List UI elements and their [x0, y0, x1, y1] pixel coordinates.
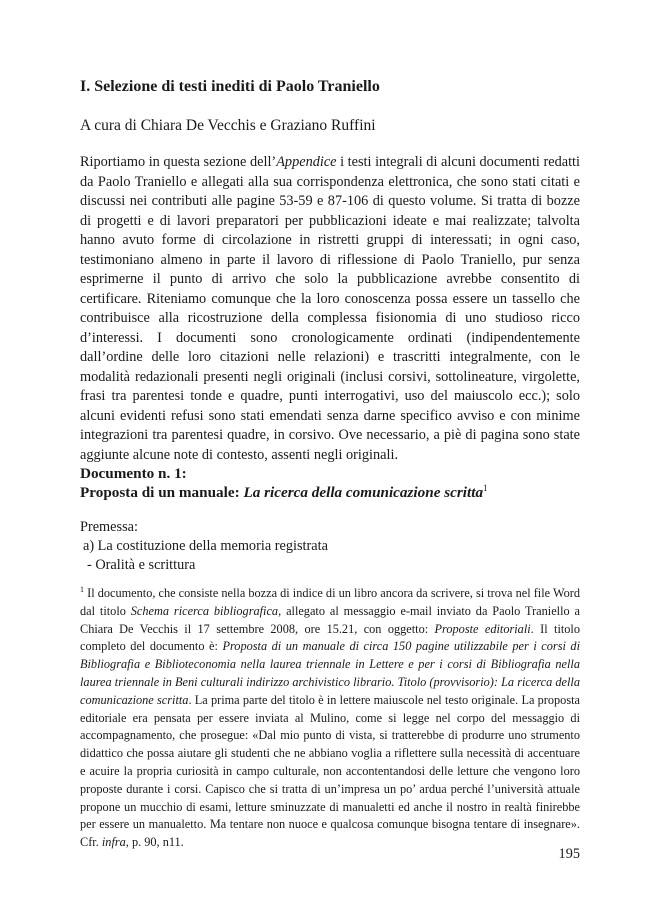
document-number: Documento n. 1:	[80, 465, 187, 482]
intro-text-rest: i testi integrali di alcuni documenti redatti da Paolo Traniello e allegati alla sua corrispondenza elettronica, che sono stati citati e discussi nei contributi alle pagine 53-59 e 87-106 di questo volume. Si tratta di bozze di progetti e di lavori preparatori per pubblicazioni ideate e mai realizzate; talvolta hanno avuto forme di circolazione in ristretti gruppi di interessati; in ogni caso, testimoniano almeno in parte il lavoro di riflessione di Paolo Traniello, pur senza esprimerne il punto di arrivo che solo la pubblicazione avrebbe consentito di certificare. Riteniamo comunque che la loro conoscenza possa essere un tassello che contribuisce alla ricostruzione della complessa fisionomia di uno studioso ricco d’interessi. I documenti sono cronologicamente ordinati (indipendentemente dall’ordine delle loro citazioni nelle relazioni) e trascritti integralmente, con le modalità redazionali presenti negli originali (inclusi corsivi, sottolineature, virgolette, frasi tra parentesi tonde e quadre, punti interrogativi, uso del maiuscolo ecc.); solo alcuni evidenti refusi sono stati emendati senza darne specifico avviso e con minime integrazioni tra parentesi quadre, in corsivo. Ove necessario, a piè di pagina sono state aggiunte alcune note di contesto, assenti negli originali.	[80, 154, 580, 463]
document-page	[80, 0, 580, 918]
footnote-text-5: , p. 90, n11.	[125, 835, 184, 850]
footnote	[80, 585, 580, 852]
intro-text-start: Riportiamo in questa sezione dell’	[80, 154, 277, 170]
outline-subitem: - Oralità e scrittura	[87, 557, 196, 573]
footnote-text-4: . La prima parte del titolo è in lettere maiuscole nel testo originale. La proposta editoriale era pensata per essere inviata al Mulino, come si legge nel corpo del messaggio di accompagnamento, che prosegue: «Dal mio punto di vista, si tratterebbe di produrre uno strumento didattico che possa aiutare gli studenti che ne abbiano voglia a riflettere sulla necessità di accentuare e acuire la propria curiosità in campo culturale, non accontentandosi delle letture che vengono loro proposte durante i corsi. Capisco che si tratta di un’impresa un po’ ardua perché l’università attuale propone un mucchio di esami, letture sminuzzate di manualetti ed anche il nostro in realtà finirebbe per essere un manualetto. Ma tentare non nuoce e qualcosa comunque bisogna tentare di insegnare». Cfr.	[80, 692, 580, 850]
footnote-reference[interactable]: 1	[483, 482, 488, 493]
curators-line: A cura di Chiara De Vecchis e Graziano Ruffini	[80, 117, 376, 134]
document-title-prefix: Proposta di un manuale:	[80, 484, 244, 501]
footnote-text-3: . Il titolo completo del documento è:	[80, 621, 580, 654]
page-number: 195	[558, 846, 580, 862]
document-title-italic: La ricerca della comunicazione scritta	[243, 484, 484, 501]
footnote-italic-2: Proposte editoriali	[434, 621, 531, 636]
footnote-marker: 1	[80, 584, 84, 594]
appendix-term: Appendice	[276, 154, 337, 170]
outline-heading: Premessa:	[80, 519, 138, 535]
section-title: I. Selezione di testi inediti di Paolo Traniello	[80, 78, 380, 95]
footnote-text-2: , allegato al messaggio e-mail inviato da Paolo Traniello a Chiara De Vecchis il 17 settembre 2008, ore 15.21, con oggetto:	[80, 603, 580, 636]
outline-item-a: a) La costituzione della memoria registrata	[83, 538, 328, 554]
document-title	[80, 483, 488, 502]
document-outline	[80, 518, 328, 575]
footnote-italic-3: Proposta di un manuale di circa 150 pagine utilizzabile per i corsi di Bibliografia e Biblioteconomia nella laurea triennale in Lettere e per i corsi di Bibliografia nella laurea triennale in Beni culturali indirizzo archivistico librario. Titolo (provvisorio): La ricerca della comunicazione scritta	[80, 639, 580, 707]
footnote-italic-1: Schema ricerca bibliografica	[130, 603, 279, 618]
footnote-text-1: Il documento, che consiste nella bozza di indice di un libro ancora da scrivere, si trova nel file Word dal titolo	[80, 586, 580, 618]
footnote-italic-4: infra	[101, 835, 126, 850]
intro-paragraph	[80, 153, 580, 465]
